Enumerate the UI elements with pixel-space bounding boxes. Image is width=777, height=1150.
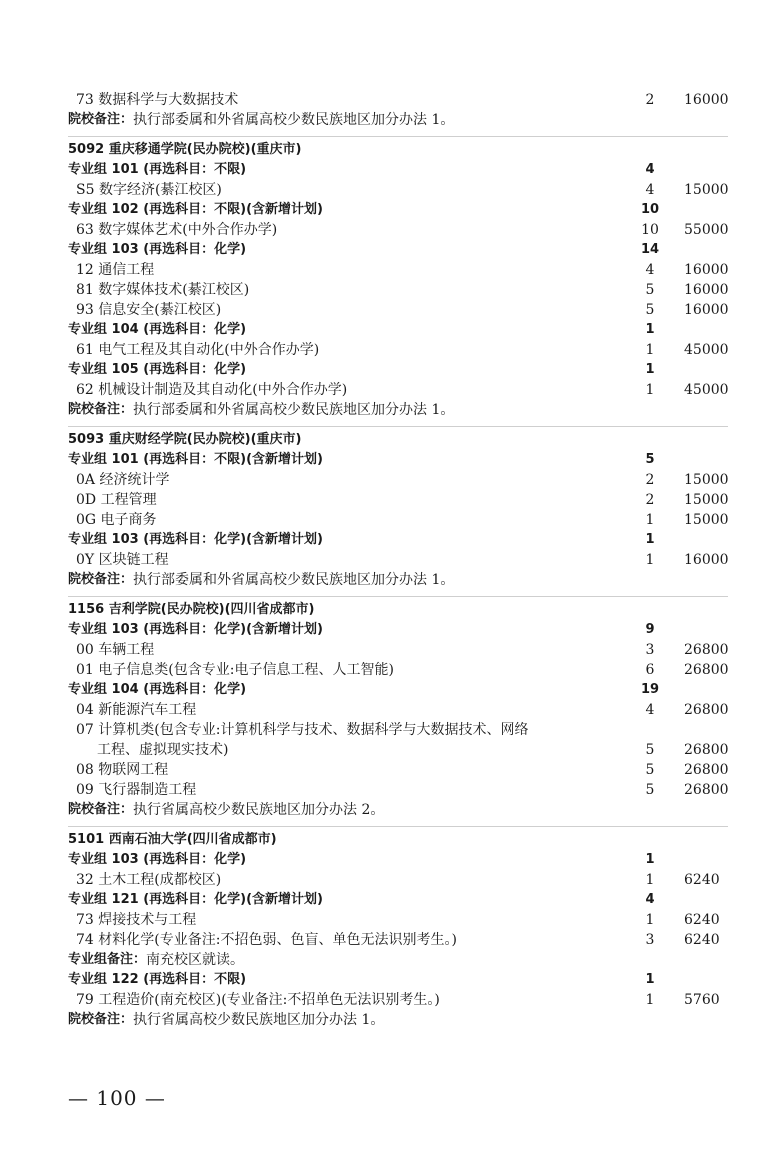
plan-count: 1 [645, 912, 655, 928]
major-row [0, 550, 777, 570]
plan-count: 1 [645, 992, 655, 1008]
plan-count: 2 [645, 492, 655, 508]
major-name: 01 电子信息类(包含专业:电子信息工程、人工智能) [76, 662, 394, 678]
school-header [0, 830, 777, 850]
plan-count: 5 [645, 762, 655, 778]
major-name: 73 焊接技术与工程 [76, 912, 197, 928]
tuition-fee: 26800 [684, 642, 729, 658]
plan-count: 10 [641, 222, 659, 238]
tuition-fee: 26800 [684, 702, 729, 718]
tuition-fee: 16000 [684, 552, 729, 568]
school-header [0, 140, 777, 160]
plan-count: 4 [645, 162, 655, 177]
tuition-fee: 5760 [684, 992, 720, 1008]
group-name: 专业组 104 (再选科目：化学) [68, 682, 247, 697]
major-name: 81 数字媒体技术(綦江校区) [76, 282, 250, 298]
plan-count: 4 [645, 892, 655, 907]
school-name: 5101 西南石油大学(四川省成都市) [68, 832, 277, 847]
group-header [0, 160, 777, 180]
group-header [0, 970, 777, 990]
group-name: 专业组 122 (再选科目：不限) [68, 972, 247, 987]
tuition-fee: 15000 [684, 472, 729, 488]
major-row [0, 930, 777, 950]
tuition-fee: 16000 [684, 282, 729, 298]
plan-count: 1 [645, 322, 655, 337]
group-name: 专业组 105 (再选科目：化学) [68, 362, 247, 377]
plan-count: 1 [645, 872, 655, 888]
remark [68, 400, 454, 420]
major-name: 工程、虚拟现实技术) [97, 742, 229, 758]
group-header [0, 620, 777, 640]
major-name: 74 材料化学(专业备注:不招色弱、色盲、单色无法识别考生。) [76, 932, 457, 948]
major-name: 73 数据科学与大数据技术 [76, 92, 239, 108]
major-name: 61 电气工程及其自动化(中外合作办学) [76, 342, 320, 358]
plan-count: 2 [645, 472, 655, 488]
remark-text: 南充校区就读。 [146, 952, 245, 968]
plan-count: 5 [645, 302, 655, 318]
remark-row [0, 110, 777, 130]
plan-count: 3 [645, 932, 655, 948]
major-row [0, 260, 777, 280]
major-row [0, 910, 777, 930]
major-row [0, 720, 777, 740]
remark-label: 院校备注： [68, 402, 134, 417]
tuition-fee: 15000 [684, 182, 729, 198]
school-name: 1156 吉利学院(民办院校)(四川省成都市) [68, 602, 315, 617]
major-row [0, 760, 777, 780]
plan-count: 2 [645, 92, 655, 108]
major-name: 32 土木工程(成都校区) [76, 872, 222, 888]
group-header [0, 850, 777, 870]
school-header [0, 600, 777, 620]
group-name: 专业组 104 (再选科目：化学) [68, 322, 247, 337]
section-divider [68, 826, 728, 827]
major-name: 93 信息安全(綦江校区) [76, 302, 222, 318]
plan-count: 5 [645, 282, 655, 298]
major-name: 62 机械设计制造及其自动化(中外合作办学) [76, 382, 348, 398]
remark-label: 院校备注： [68, 802, 134, 817]
section-divider [68, 136, 728, 137]
major-name: 04 新能源汽车工程 [76, 702, 197, 718]
page-number: — 100 — [68, 1086, 166, 1110]
remark [68, 950, 244, 970]
major-row [0, 700, 777, 720]
remark [68, 800, 384, 820]
tuition-fee: 45000 [684, 342, 729, 358]
group-name: 专业组 103 (再选科目：化学)(含新增计划) [68, 622, 323, 637]
major-row [0, 280, 777, 300]
major-name: 63 数字媒体艺术(中外合作办学) [76, 222, 278, 238]
major-row [0, 510, 777, 530]
remark-label: 院校备注： [68, 1012, 134, 1027]
tuition-fee: 26800 [684, 662, 729, 678]
group-header [0, 450, 777, 470]
remark-text: 执行部委属和外省属高校少数民族地区加分办法 1。 [133, 402, 455, 418]
section-divider [68, 426, 728, 427]
plan-count: 1 [645, 382, 655, 398]
major-row [0, 90, 777, 110]
remark-label: 院校备注： [68, 572, 134, 587]
plan-count: 1 [645, 972, 655, 987]
plan-count: 1 [645, 552, 655, 568]
major-row-continuation [0, 740, 777, 760]
school-header [0, 430, 777, 450]
remark-row [0, 570, 777, 590]
remark-row [0, 400, 777, 420]
tuition-fee: 6240 [684, 932, 720, 948]
plan-count: 9 [645, 622, 655, 637]
major-name: 08 物联网工程 [76, 762, 169, 778]
plan-count: 4 [645, 262, 655, 278]
tuition-fee: 16000 [684, 302, 729, 318]
remark [68, 570, 454, 590]
group-name: 专业组 101 (再选科目：不限) [68, 162, 247, 177]
plan-count: 14 [640, 242, 660, 257]
tuition-fee: 26800 [684, 782, 729, 798]
group-name: 专业组 103 (再选科目：化学) [68, 242, 247, 257]
tuition-fee: 6240 [684, 872, 720, 888]
major-name: 09 飞行器制造工程 [76, 782, 197, 798]
school-name: 5093 重庆财经学院(民办院校)(重庆市) [68, 432, 302, 447]
major-name: 0A 经济统计学 [76, 472, 170, 488]
remark-label: 院校备注： [68, 112, 134, 127]
plan-count: 1 [645, 852, 655, 867]
major-row [0, 380, 777, 400]
remark [68, 1010, 384, 1030]
group-header [0, 360, 777, 380]
group-header [0, 530, 777, 550]
group-header [0, 240, 777, 260]
tuition-fee: 16000 [684, 92, 729, 108]
section-divider [68, 596, 728, 597]
tuition-fee: 26800 [684, 742, 729, 758]
major-row [0, 490, 777, 510]
tuition-fee: 6240 [684, 912, 720, 928]
plan-count: 6 [645, 662, 655, 678]
remark-row [0, 1010, 777, 1030]
remark [68, 110, 454, 130]
tuition-fee: 55000 [684, 222, 729, 238]
remark-row [0, 800, 777, 820]
tuition-fee: 15000 [684, 492, 729, 508]
major-row [0, 470, 777, 490]
tuition-fee: 45000 [684, 382, 729, 398]
major-name: 0G 电子商务 [76, 512, 157, 528]
plan-count: 1 [645, 532, 655, 547]
major-row [0, 180, 777, 200]
major-row [0, 220, 777, 240]
major-row [0, 990, 777, 1010]
school-name: 5092 重庆移通学院(民办院校)(重庆市) [68, 142, 302, 157]
major-name: 0Y 区块链工程 [76, 552, 169, 568]
group-name: 专业组 101 (再选科目：不限)(含新增计划) [68, 452, 323, 467]
plan-count: 3 [645, 642, 655, 658]
group-name: 专业组 103 (再选科目：化学)(含新增计划) [68, 532, 323, 547]
plan-count: 4 [645, 182, 655, 198]
tuition-fee: 15000 [684, 512, 729, 528]
group-name: 专业组 121 (再选科目：化学)(含新增计划) [68, 892, 323, 907]
tuition-fee: 16000 [684, 262, 729, 278]
major-row [0, 640, 777, 660]
plan-count: 10 [640, 202, 660, 217]
major-row [0, 660, 777, 680]
plan-count: 5 [645, 782, 655, 798]
group-header [0, 200, 777, 220]
plan-count: 19 [640, 682, 660, 697]
group-name: 专业组 103 (再选科目：化学) [68, 852, 247, 867]
major-row [0, 870, 777, 890]
major-row [0, 340, 777, 360]
remark-row [0, 950, 777, 970]
group-header [0, 320, 777, 340]
major-row [0, 780, 777, 800]
major-name: 07 计算机类(包含专业:计算机科学与技术、数据科学与大数据技术、网络 [76, 722, 529, 738]
major-name: 12 通信工程 [76, 262, 155, 278]
major-name: 00 车辆工程 [76, 642, 155, 658]
group-header [0, 680, 777, 700]
plan-count: 1 [645, 512, 655, 528]
remark-text: 执行省属高校少数民族地区加分办法 2。 [133, 802, 385, 818]
plan-count: 5 [645, 742, 655, 758]
plan-count: 1 [645, 342, 655, 358]
plan-count: 4 [645, 702, 655, 718]
tuition-fee: 26800 [684, 762, 729, 778]
remark-text: 执行部委属和外省属高校少数民族地区加分办法 1。 [133, 112, 455, 128]
remark-label: 专业组备注： [68, 952, 147, 967]
major-row [0, 300, 777, 320]
major-name: 79 工程造价(南充校区)(专业备注:不招单色无法识别考生。) [76, 992, 440, 1008]
major-name: S5 数字经济(綦江校区) [76, 182, 222, 198]
plan-count: 1 [645, 362, 655, 377]
major-name: 0D 工程管理 [76, 492, 157, 508]
group-header [0, 890, 777, 910]
group-name: 专业组 102 (再选科目：不限)(含新增计划) [68, 202, 323, 217]
remark-text: 执行省属高校少数民族地区加分办法 1。 [133, 1012, 385, 1028]
plan-count: 5 [645, 452, 655, 467]
remark-text: 执行部委属和外省属高校少数民族地区加分办法 1。 [133, 572, 455, 588]
